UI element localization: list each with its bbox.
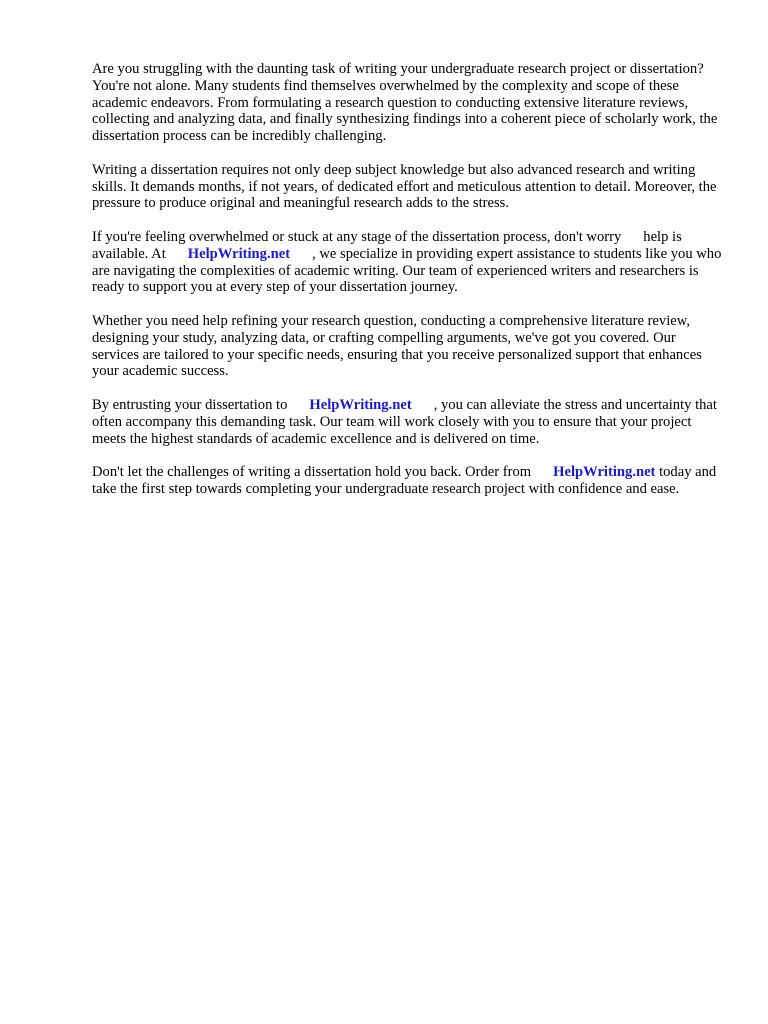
paragraph-services-text: Whether you need help refining your research question, conducting a comprehensive literature review, designing your study, analyzing data, or crafting compelling arguments, we've got you covered. Our services are tailored to your specific needs, ensuring that you receive personalized support that enhances your academic success. xyxy=(92,312,702,380)
paragraph-requirements xyxy=(92,162,722,212)
paragraph-requirements-text: Writing a dissertation requires not only deep subject knowledge but also advanced research and writing skills. It demands months, if not years, of dedicated effort and meticulous attention to detail. Moreover, the pressure to produce original and meaningful research adds to the stress. xyxy=(92,161,717,212)
paragraph-order-before: Don't let the challenges of writing a dissertation hold you back. Order from xyxy=(92,464,532,481)
paragraph-entrusting xyxy=(92,397,722,447)
paragraph-help-mid: help is available. At xyxy=(92,228,682,262)
paragraph-intro xyxy=(92,61,722,145)
paragraph-help-after: , we specialize in providing expert assistance to students like you who are navigating the complexities of academic writing. Our team of experienced writers and researchers is ready to support you at every step of your dissertation journey. xyxy=(92,245,722,296)
paragraph-intro-text: Are you struggling with the daunting task of writing your undergraduate research project or dissertation? You're not alone. Many students find themselves overwhelmed by the complexity and scope of these academic endeavors. From formulating a research question to conducting extensive literature reviews, collecting and analyzing data, and finally synthesizing findings into a coherent piece of scholarly work, the dissertation process can be incredibly challenging. xyxy=(92,61,718,145)
helpwriting-link-1[interactable]: HelpWriting.net xyxy=(187,245,291,262)
paragraph-entrusting-after: , you can alleviate the stress and uncertainty that often accompany this demanding task. Our team will work closely with you to ensure that your project meets the highest standards of academic excellence and is delivered on time. xyxy=(92,396,717,447)
paragraph-help-available xyxy=(92,229,722,296)
paragraph-services xyxy=(92,313,722,380)
helpwriting-link-3[interactable]: HelpWriting.net xyxy=(553,464,656,481)
paragraph-entrusting-before: By entrusting your dissertation to xyxy=(92,396,288,413)
paragraph-help-before: If you're feeling overwhelmed or stuck at any stage of the dissertation process, don't worry xyxy=(92,228,622,245)
document-page xyxy=(92,61,722,515)
helpwriting-link-2[interactable]: HelpWriting.net xyxy=(309,396,412,413)
paragraph-order-after: today and take the first step towards completing your undergraduate research project with confidence and ease. xyxy=(92,464,717,497)
paragraph-order xyxy=(92,464,722,498)
